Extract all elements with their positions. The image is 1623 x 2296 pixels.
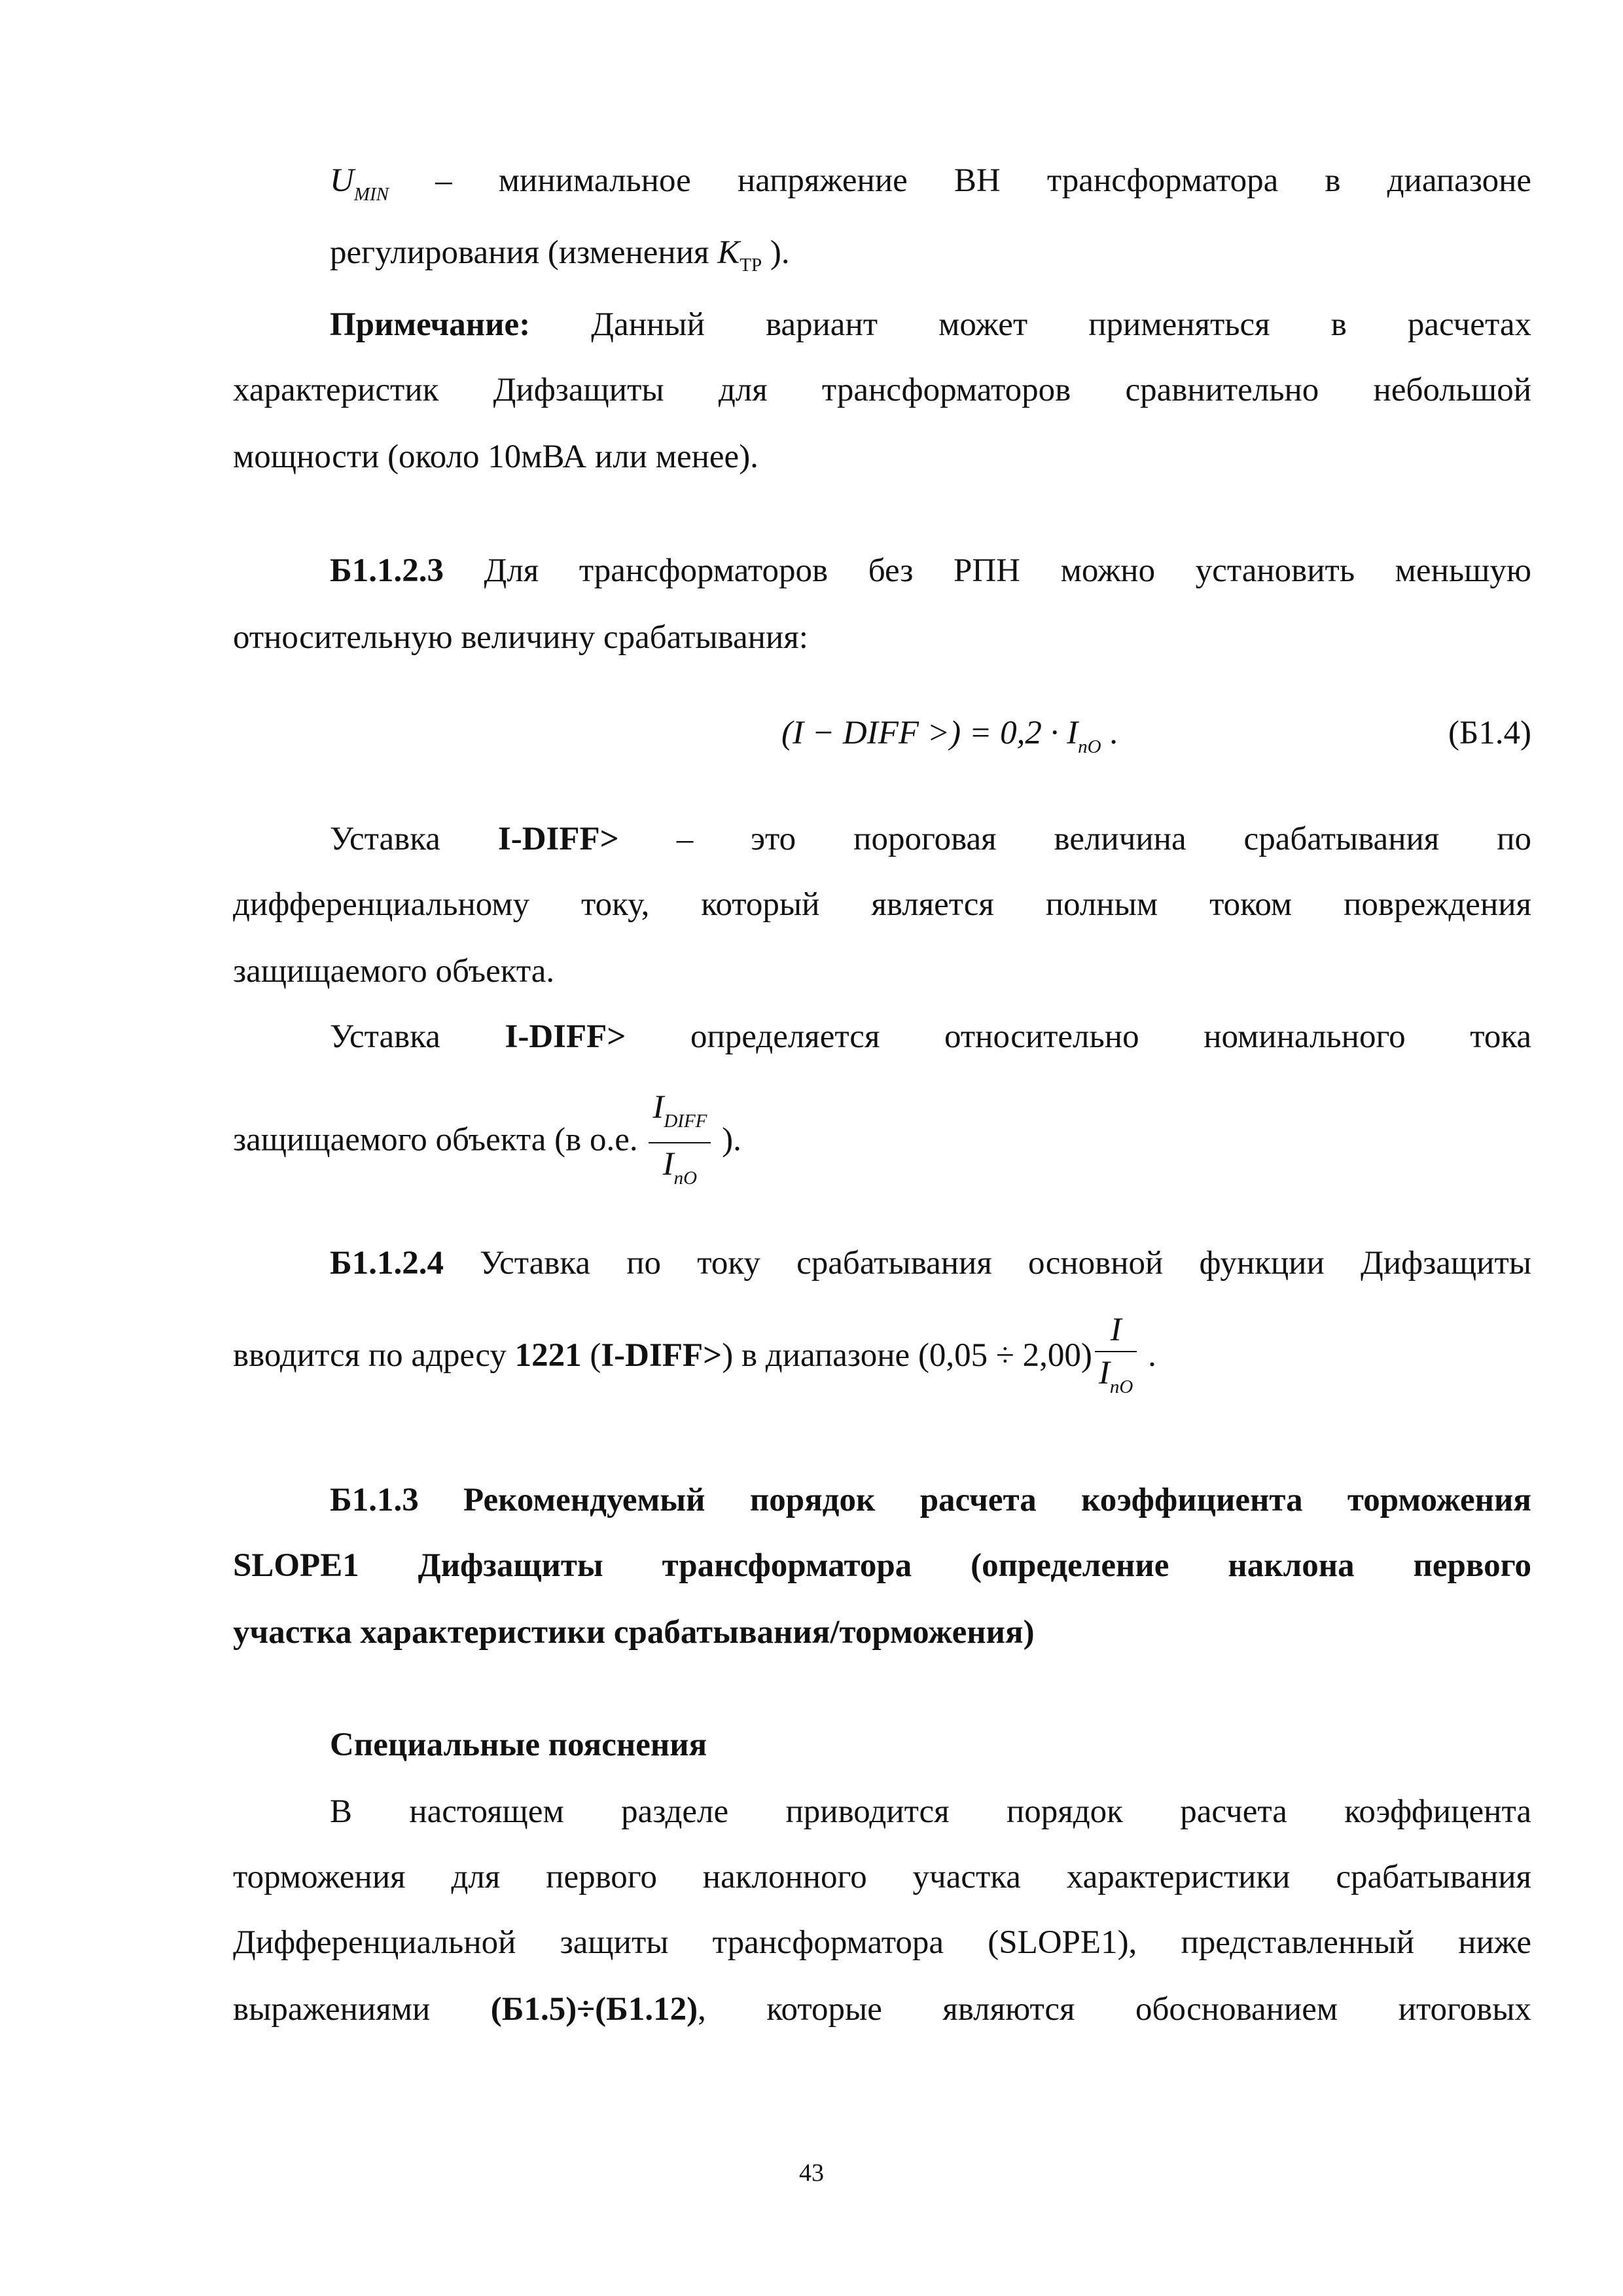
- ustavka-line-1: Уставка I-DIFF> – это пороговая величина срабатывания по: [330, 821, 1531, 857]
- fraction-idiff-ino: $\frac{I_{DIFF}}{I_{nO}}$: [649, 1089, 711, 1196]
- note-line-3: мощности (около 10мВА или менее).: [233, 439, 758, 475]
- note-line-1: Примечание: Данный вариант может применяться в расчетах: [330, 306, 1531, 343]
- special-heading: Специальные пояснения: [330, 1727, 707, 1763]
- umin-definition-line-2: регулирования (изменения $K_{ТР}$ ).: [330, 234, 790, 276]
- section-number-1124: Б1.1.2.4: [330, 1245, 444, 1282]
- heading-113-line-1: Б1.1.3 Рекомендуемый порядок расчета коэффициента торможения: [330, 1482, 1531, 1518]
- special-line-4: выражениями (Б1.5)÷(Б1.12), которые являются обоснованием итоговых: [233, 1991, 1531, 2028]
- ktr-symbol: $K_{ТР}$: [717, 234, 762, 276]
- section-1123-line-1: Б1.1.2.3 Для трансформаторов без РПН можно установить меньшую: [330, 552, 1531, 589]
- note-label: Примечание:: [330, 306, 531, 343]
- umin-definition-line: $U_{MIN}$ – минимальное напряжение ВН трансформатора в диапазоне: [330, 162, 1531, 205]
- umin-symbol: $U_{MIN}$: [330, 162, 389, 205]
- fraction-i-ino: $\frac{I}{I_{nO}}$: [1095, 1312, 1137, 1405]
- section-1123-line-2: относительную величину срабатывания:: [233, 619, 808, 656]
- ustavka2-line-1: Уставка I-DIFF> определяется относительно номинального тока: [330, 1018, 1531, 1055]
- formula-expression: (I − DIFF >) = $0,2 \cdot I_{nO}$ .: [781, 715, 1118, 757]
- formula-reference: (Б1.5)÷(Б1.12): [490, 1991, 698, 2028]
- section-1124-line-2: вводится по адресу 1221 (I-DIFF>) в диапазоне (0,05 ÷ 2,00) $\frac{I}{I_{nO}}$ .: [233, 1312, 1531, 1405]
- address-1221: 1221: [514, 1337, 582, 1374]
- ustavka-line-2: дифференциальному току, который является полным током повреждения: [233, 886, 1531, 923]
- page-number: 43: [799, 2159, 824, 2187]
- section-1124-line-1: Б1.1.2.4 Уставка по току срабатывания основной функции Дифзащиты: [330, 1245, 1531, 1282]
- note-line-2: характеристик Дифзащиты для трансформаторов сравнительно небольшой: [233, 372, 1531, 408]
- formula-label: (Б1.4): [1448, 715, 1531, 751]
- setting-idiff-3: I-DIFF>: [601, 1337, 722, 1374]
- setting-idiff: I-DIFF>: [497, 821, 619, 857]
- ustavka-line-3: защищаемого объекта.: [233, 953, 555, 990]
- special-line-3: Дифференциальной защиты трансформатора (SLOPE1), представленный ниже: [233, 1924, 1531, 1961]
- special-line-2: торможения для первого наклонного участка характеристики срабатывания: [233, 1859, 1531, 1895]
- ustavka2-line-2: защищаемого объекта (в о.е. $\frac{I_{DIFF}}{I_{nO}}$ ).: [233, 1089, 1531, 1196]
- special-line-1: В настоящем разделе приводится порядок расчета коэффицента: [330, 1793, 1531, 1830]
- range-value: (0,05 ÷ 2,00): [918, 1337, 1092, 1374]
- section-number-1123: Б1.1.2.3: [330, 552, 444, 589]
- setting-idiff-2: I-DIFF>: [505, 1018, 626, 1055]
- heading-113-line-3: участка характеристики срабатывания/торможения): [233, 1614, 1035, 1651]
- heading-113-line-2: SLOPE1 Дифзащиты трансформатора (определение наклона первого: [233, 1547, 1531, 1584]
